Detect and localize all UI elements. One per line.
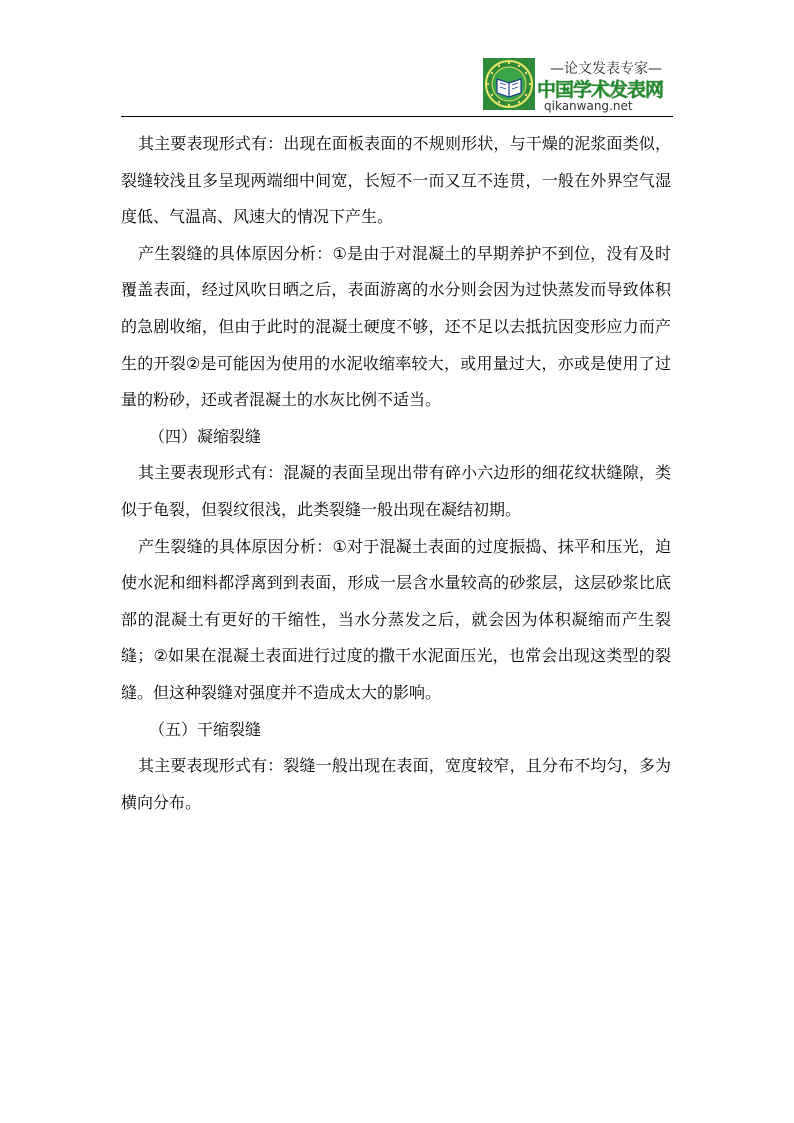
paragraph: 其主要表现形式有：混凝的表面呈现出带有碎小六边形的细花纹状缝隙，类似于龟裂，但裂纹很浅，此类裂缝一般出现在凝结初期。 (121, 463, 671, 519)
logo-brand-name: 中国学术发表网 (537, 79, 664, 101)
section-heading: （四）凝缩裂缝 (149, 426, 262, 446)
paragraph: 其主要表现形式有：裂缝一般出现在表面，宽度较窄，且分布不均匀，多为横向分布。 (121, 756, 671, 812)
paragraph: 产生裂缝的具体原因分析：①对于混凝土表面的过度振捣、抹平和压光，迫使水泥和细料都浮离到到表面，形成一层含水量较高的砂浆层，这层砂浆比底部的混凝土有更好的干缩性，当水分蒸发之后，就会因为体积凝缩而产生裂缝；②如果在混凝土表面进行过度的撒干水泥面压光，也常会出现这类型的裂缝。但这种裂缝对强度并不造成太大的影响。 (121, 536, 671, 702)
section-heading: （五）干缩裂缝 (149, 719, 262, 739)
header-divider (121, 116, 673, 117)
seal-emblem-icon (483, 58, 535, 110)
document-body (121, 126, 671, 821)
logo-domain: qikanwang.net (544, 99, 633, 113)
site-logo (480, 55, 676, 115)
logo-tagline: —论文发表专家— (550, 61, 662, 77)
paragraph: 产生裂缝的具体原因分析：①是由于对混凝土的早期养护不到位，没有及时覆盖表面，经过风吹日晒之后，表面游离的水分则会因为过快蒸发而导致体积的急剧收缩，但由于此时的混凝土硬度不够，还不足以去抵抗因变形应力而产生的开裂②是可能因为使用的水泥收缩率较大，或用量过大，亦或是使用了过量的粉砂，还或者混凝土的水灰比例不适当。 (121, 243, 671, 410)
paragraph: 其主要表现形式有：出现在面板表面的不规则形状，与干燥的泥浆面类似，裂缝较浅且多呈现两端细中间宽，长短不一而又互不连贯，一般在外界空气湿度低、气温高、风速大的情况下产生。 (121, 134, 671, 227)
